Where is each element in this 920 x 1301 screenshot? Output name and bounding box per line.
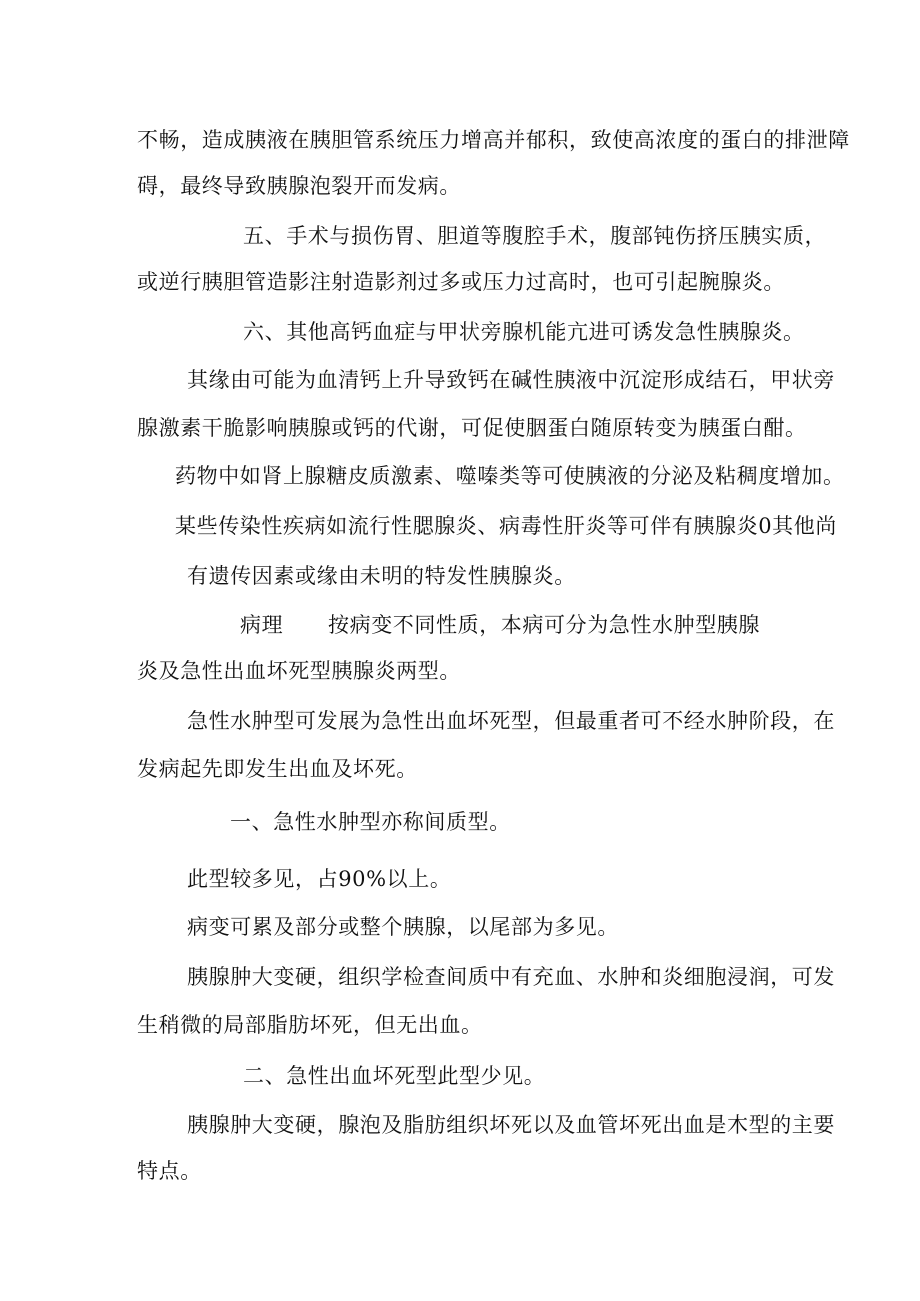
text-line: 不畅，造成胰液在胰胆管系统压力增高并郁积，致使高浓度的蛋白的排泄障 xyxy=(137,128,850,152)
text-line: 六、其他高钙血症与甲状旁腺机能亢进可诱发急性胰腺炎。 xyxy=(243,320,805,344)
section-heading: 一、急性水肿型亦称间质型。 xyxy=(230,810,511,834)
text-line: 药物中如肾上腺糖皮质激素、噬嗪类等可使胰液的分泌及粘稠度增加。 xyxy=(175,464,845,488)
text-line: 五、手术与损伤胃、胆道等腹腔手术，腹部钝伤挤压胰实质， xyxy=(243,224,827,248)
section-heading: 二、急性出血坏死型此型少见。 xyxy=(243,1064,546,1088)
text-line: 其缘由可能为血清钙上升导致钙在碱性胰液中沉淀形成结石，甲状旁 xyxy=(187,368,835,392)
text-line: 特点。 xyxy=(137,1159,202,1183)
text-line: 某些传染性疾病如流行性腮腺炎、病毒性肝炎等可伴有胰腺炎0其他尚 xyxy=(175,514,837,538)
text-line: 胰腺肿大变硬，组织学检查间质中有充血、水肿和炎细胞浸润，可发 xyxy=(187,965,835,989)
section-heading: 病理 xyxy=(240,613,284,637)
text-line: 病变可累及部分或整个胰腺，以尾部为多见。 xyxy=(187,915,619,939)
text-line: 按病变不同性质，本病可分为急性水肿型胰腺 xyxy=(328,613,760,637)
text-line: 急性水肿型可发展为急性出血坏死型，但最重者可不经水肿阶段，在 xyxy=(187,709,835,733)
text-line: 此型较多见，占90%以上。 xyxy=(187,867,452,891)
text-line: 有遗传因素或缘由未明的特发性胰腺炎。 xyxy=(187,564,576,588)
text-line: 腺激素干脆影响胰腺或钙的代谢，可促使胭蛋白随原转变为胰蛋白酣。 xyxy=(137,416,807,440)
text-line: 胰腺肿大变硬，腺泡及脂肪组织坏死以及血管坏死出血是木型的主要 xyxy=(187,1113,835,1137)
text-line: 碍，最终导致胰腺泡裂开而发病。 xyxy=(137,174,461,198)
text-line: 或逆行胰胆管造影注射造影剂过多或压力过高时，也可引起腕腺炎。 xyxy=(137,270,785,294)
text-line: 炎及急性出血坏死型胰腺炎两型。 xyxy=(137,659,461,683)
text-line: 生稍微的局部脂肪坏死，但无出血。 xyxy=(137,1013,483,1037)
text-line: 发病起先即发生出血及坏死。 xyxy=(137,757,418,781)
